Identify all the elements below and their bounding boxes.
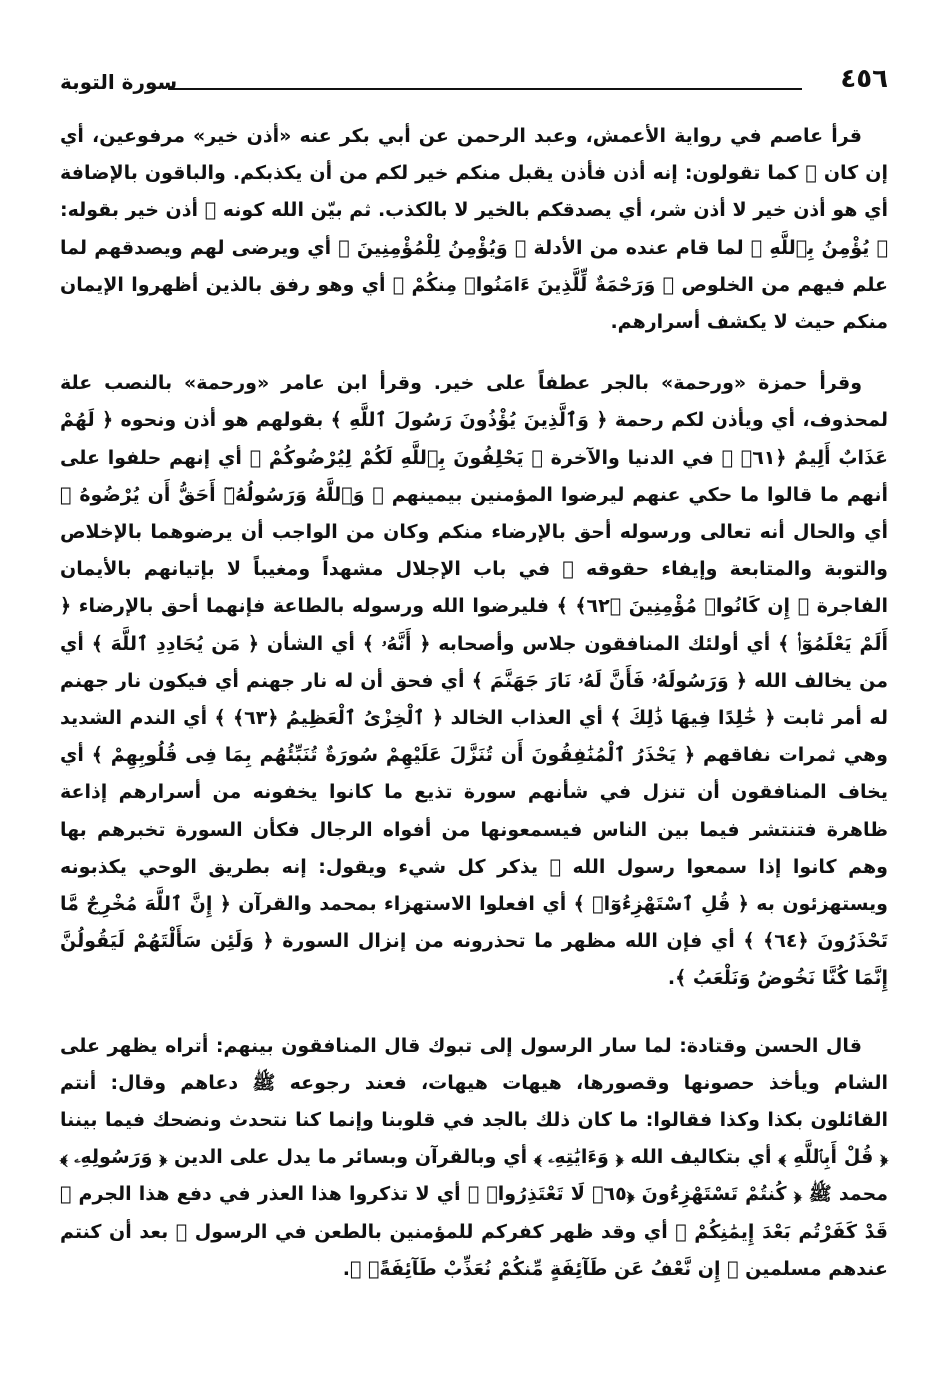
page-number: ٤٥٦ — [840, 64, 888, 94]
header-rule — [168, 88, 802, 90]
running-title: سورة التوبة — [60, 70, 178, 94]
page-header — [60, 64, 888, 104]
page-body — [60, 118, 888, 1288]
paragraph-2: وقرأ حمزة «ورحمة» بالجر عطفاً على خير. وقرأ ابن عامر «ورحمة» بالنصب علة لمحذوف، أي ويأذن لكم رحمة ﴿ وَٱلَّذِينَ يُؤْذُونَ رَسُولَ ٱللَّهِ ﴾ بقولهم هو أذن ونحوه ﴿ لَهُمْ عَذَابٌ أَلِيمٌ ﴿٦١﴾ ﴾ في الدنيا والآخرة ﴿ يَحْلِفُونَ بِٱللَّهِ لَكُمْ لِيُرْضُوكُمْ ﴾ أي إنهم حلفوا على أنهم ما قالوا ما حكي عنهم ليرضوا المؤمنين بيمينهم ﴿ وَٱللَّهُ وَرَسُولُهُۥٓ أَحَقُّ أَن يُرْضُوهُ ﴾ أي والحال أنه تعالى ورسوله أحق بالإرضاء منكم وكان من الواجب أن يرضوهما بالإخلاص والتوبة والمتابعة وإيفاء حقوقه ﷺ في باب الإجلال مشهداً ومغيباً لا بإتيانهم بالأيمان الفاجرة ﴿ إِن كَانُوا۟ مُؤْمِنِينَ ﴿٦٢﴾ ﴾ فليرضوا الله ورسوله بالطاعة فإنهما أحق بالإرضاء ﴿ أَلَمْ يَعْلَمُوٓا۟ ﴾ أي أولئك المنافقون جلاس وأصحابه ﴿ أَنَّهُۥ ﴾ أي الشأن ﴿ مَن يُحَادِدِ ٱللَّهَ ﴾ أي من يخالف الله ﴿ وَرَسُولَهُۥ فَأَنَّ لَهُۥ نَارَ جَهَنَّمَ ﴾ أي فحق أن له نار جهنم أي فيكون نار جهنم له أمر ثابت ﴿ خَٰلِدًا فِيهَا ذَٰلِكَ ﴾ أي العذاب الخالد ﴿ ٱلْخِزْىُ ٱلْعَظِيمُ ﴿٦٣﴾ ﴾ أي الندم الشديد وهي ثمرات نفاقهم ﴿ يَحْذَرُ ٱلْمُنَٰفِقُونَ أَن تُنَزَّلَ عَلَيْهِمْ سُورَةٌ تُنَبِّئُهُم بِمَا فِى قُلُوبِهِمْ ﴾ أي يخاف المنافقون أن تنزل في شأنهم سورة تذيع ما كانوا يخفونه من أسرارهم إذاعة ظاهرة فتنتشر فيما بين الناس فيسمعونها من أفواه الرجال فكأن السورة تخبرهم بها وهم كانوا إذا سمعوا رسول الله ﷺ يذكر كل شيء ويقول: إنه بطريق الوحي يكذبونه ويستهزئون به ﴿ قُلِ ٱسْتَهْزِءُوٓا۟ ﴾ أي افعلوا الاستهزاء بمحمد والقرآن ﴿ إِنَّ ٱللَّهَ مُخْرِجٌ مَّا تَحْذَرُونَ ﴿٦٤﴾ ﴾ أي فإن الله مظهر ما تحذرونه من إنزال السورة ﴿ وَلَئِن سَأَلْتَهُمْ لَيَقُولُنَّ إِنَّمَا كُنَّا نَخُوضُ وَنَلْعَبُ ﴾. — [60, 372, 889, 990]
paragraph-3: قال الحسن وقتادة: لما سار الرسول إلى تبوك قال المنافقون بينهم: أتراه يظهر على الشام ويأخذ حصونها وقصورها، هيهات هيهات، فعند رجوعه ﷺ دعاهم وقال: أنتم القائلون بكذا وكذا فقالوا: ما كان ذلك بالجد في قلوبنا وإنما كنا نتحدث ونضحك فيما بيننا ﴿ قُلْ أَبِٱللَّهِ ﴾ أي بتكاليف الله ﴿ وَءَايَٰتِهِۦ ﴾ أي وبالقرآن وبسائر ما يدل على الدين ﴿ وَرَسُولِهِۦ ﴾ محمد ﷺ ﴿ كُنتُمْ تَسْتَهْزِءُونَ ﴿٦٥﴾ لَا تَعْتَذِرُوا۟ ﴾ أي لا تذكروا هذا العذر في دفع هذا الجرم ﴿ قَدْ كَفَرْتُم بَعْدَ إِيمَٰنِكُمْ ﴾ أي وقد ظهر كفركم للمؤمنين بالطعن في الرسول ﷺ بعد أن كنتم عندهم مسلمين ﴿ إِن نَّعْفُ عَن طَآئِفَةٍ مِّنكُمْ نُعَذِّبْ طَآئِفَةًۢ ﴾. — [60, 1034, 889, 1280]
paragraph-1: قرأ عاصم في رواية الأعمش، وعبد الرحمن عن أبي بكر عنه «أذن خير» مرفوعين، أي إن كان ﷺ كما تقولون: إنه أذن فأذن يقبل منكم خير لكم من أن يكذبكم. والباقون بالإضافة أي هو أذن خير لا أذن شر، أي يصدقكم بالخير لا بالكذب. ثم بيّن الله كونه ﷺ أذن خير بقوله: ﴿ يُؤْمِنُ بِٱللَّهِ ﴾ لما قام عنده من الأدلة ﴿ وَيُؤْمِنُ لِلْمُؤْمِنِينَ ﴾ أي ويرضى لهم ويصدقهم لما علم فيهم من الخلوص ﴿ وَرَحْمَةٌ لِّلَّذِينَ ءَامَنُوا۟ مِنكُمْ ﴾ أي وهو رفق بالذين أظهروا الإيمان منكم حيث لا يكشف أسرارهم. — [60, 125, 888, 334]
